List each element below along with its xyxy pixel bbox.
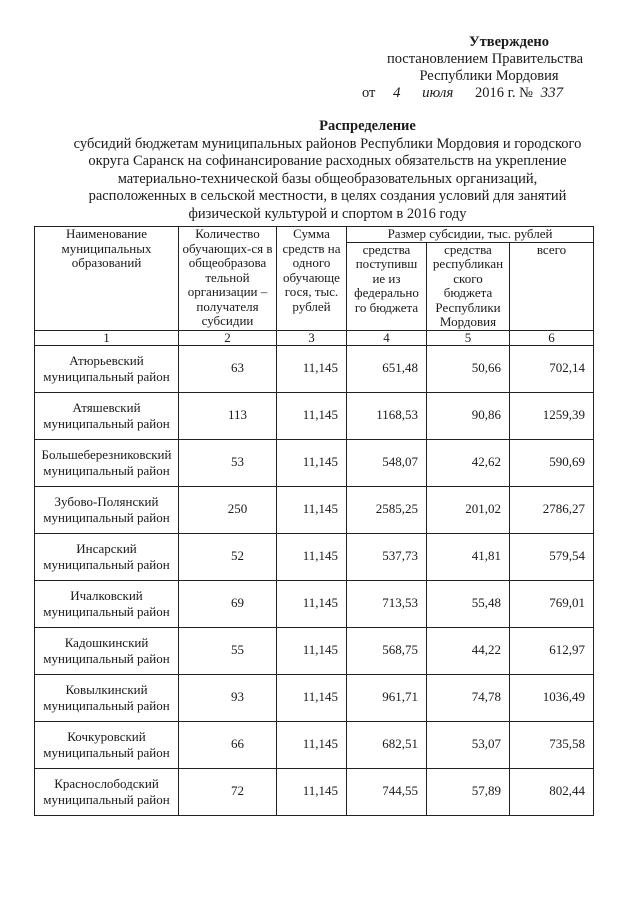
table-row <box>35 627 594 674</box>
federal-funds: 2585,25 <box>347 486 427 533</box>
decree-day: 4 <box>393 85 401 101</box>
republic-funds: 53,07 <box>427 721 510 768</box>
republic-funds: 50,66 <box>427 345 510 392</box>
total-subsidy: 702,14 <box>510 345 594 392</box>
students-count: 113 <box>179 392 277 439</box>
decree-date-line <box>340 85 590 102</box>
district-name: Зубово-Полянский муниципальный район <box>35 486 179 533</box>
table-row <box>35 721 594 768</box>
republic-funds: 90,86 <box>427 392 510 439</box>
republic-funds: 57,89 <box>427 768 510 815</box>
district-name: Атяшевский муниципальный район <box>35 392 179 439</box>
total-subsidy: 802,44 <box>510 768 594 815</box>
amount-per-student: 11,145 <box>277 392 347 439</box>
header-name: Наименование муниципальных образований <box>35 227 179 331</box>
approved-by-line: постановлением Правительства <box>386 51 584 67</box>
table-row <box>35 439 594 486</box>
district-name: Кадошкинский муниципальный район <box>35 627 179 674</box>
title-line: физической культурой и спортом в 2016 году <box>188 205 467 222</box>
total-subsidy: 735,58 <box>510 721 594 768</box>
federal-funds: 568,75 <box>347 627 427 674</box>
column-number: 3 <box>277 330 347 345</box>
total-subsidy: 590,69 <box>510 439 594 486</box>
federal-funds: 548,07 <box>347 439 427 486</box>
students-count: 52 <box>179 533 277 580</box>
republic-funds: 201,02 <box>427 486 510 533</box>
district-name: Кочкуровский муниципальный район <box>35 721 179 768</box>
decree-month: июля <box>422 85 454 101</box>
amount-per-student: 11,145 <box>277 580 347 627</box>
table-row <box>35 768 594 815</box>
district-name: Ичалковский муниципальный район <box>35 580 179 627</box>
column-number: 5 <box>427 330 510 345</box>
total-subsidy: 1259,39 <box>510 392 594 439</box>
header-total: всего <box>510 242 594 330</box>
district-name: Краснослободский муниципальный район <box>35 768 179 815</box>
amount-per-student: 11,145 <box>277 345 347 392</box>
amount-per-student: 11,145 <box>277 486 347 533</box>
amount-per-student: 11,145 <box>277 721 347 768</box>
table-row <box>35 533 594 580</box>
district-name: Атюрьевский муниципальный район <box>35 345 179 392</box>
column-number: 4 <box>347 330 427 345</box>
amount-per-student: 11,145 <box>277 439 347 486</box>
federal-funds: 744,55 <box>347 768 427 815</box>
republic-funds: 55,48 <box>427 580 510 627</box>
federal-funds: 713,53 <box>347 580 427 627</box>
district-name: Инсарский муниципальный район <box>35 533 179 580</box>
approval-stamp <box>340 34 590 102</box>
title-line: субсидий бюджетам муниципальных районов Республики Мордовия и городского <box>73 135 582 152</box>
federal-funds: 1168,53 <box>347 392 427 439</box>
column-number: 6 <box>510 330 594 345</box>
table-row <box>35 392 594 439</box>
federal-funds: 961,71 <box>347 674 427 721</box>
republic-funds: 44,22 <box>427 627 510 674</box>
approved-label: Утверждено <box>469 34 549 50</box>
document-title <box>55 118 600 224</box>
district-name: Большеберезниковский муниципальный район <box>35 439 179 486</box>
total-subsidy: 1036,49 <box>510 674 594 721</box>
table-row <box>35 345 594 392</box>
republic-funds: 42,62 <box>427 439 510 486</box>
header-row <box>35 227 594 243</box>
header-republic: средства республикан ского бюджета Республики Мордовия <box>427 242 510 330</box>
header-federal: средства поступивш ие из федерально го бюджета <box>347 242 427 330</box>
table-row <box>35 580 594 627</box>
amount-per-student: 11,145 <box>277 768 347 815</box>
students-count: 53 <box>179 439 277 486</box>
federal-funds: 537,73 <box>347 533 427 580</box>
republic-line: Республики Мордовия <box>419 68 559 84</box>
header-per-student: Сумма средств на одного обучающе гося, тыс. рублей <box>277 227 347 331</box>
subsidy-table <box>34 226 594 816</box>
students-count: 63 <box>179 345 277 392</box>
total-subsidy: 769,01 <box>510 580 594 627</box>
title-line: округа Саранск на софинансирование расходных обязательств на укрепление <box>88 153 567 170</box>
from-label: от <box>362 85 376 101</box>
table-row <box>35 674 594 721</box>
amount-per-student: 11,145 <box>277 533 347 580</box>
column-number: 1 <box>35 330 179 345</box>
students-count: 93 <box>179 674 277 721</box>
amount-per-student: 11,145 <box>277 674 347 721</box>
republic-funds: 74,78 <box>427 674 510 721</box>
federal-funds: 651,48 <box>347 345 427 392</box>
header-subsidy: Размер субсидии, тыс. рублей <box>347 227 594 243</box>
republic-funds: 41,81 <box>427 533 510 580</box>
amount-per-student: 11,145 <box>277 627 347 674</box>
column-number-row <box>35 330 594 345</box>
title-line: расположенных в сельской местности, в целях создания условий для занятий <box>88 188 567 205</box>
federal-funds: 682,51 <box>347 721 427 768</box>
column-number: 2 <box>179 330 277 345</box>
total-subsidy: 579,54 <box>510 533 594 580</box>
students-count: 72 <box>179 768 277 815</box>
total-subsidy: 2786,27 <box>510 486 594 533</box>
total-subsidy: 612,97 <box>510 627 594 674</box>
district-name: Ковылкинский муниципальный район <box>35 674 179 721</box>
students-count: 66 <box>179 721 277 768</box>
students-count: 55 <box>179 627 277 674</box>
table-row <box>35 486 594 533</box>
title-heading: Распределение <box>319 118 416 134</box>
title-line: материально-технической базы общеобразовательных организаций, <box>117 170 538 187</box>
students-count: 69 <box>179 580 277 627</box>
decree-number: 337 <box>540 85 564 101</box>
students-count: 250 <box>179 486 277 533</box>
header-students: Количество обучающих-ся в общеобразова тельной организации – получателя субсидии <box>179 227 277 331</box>
decree-year-label: 2016 г. № <box>475 85 534 101</box>
